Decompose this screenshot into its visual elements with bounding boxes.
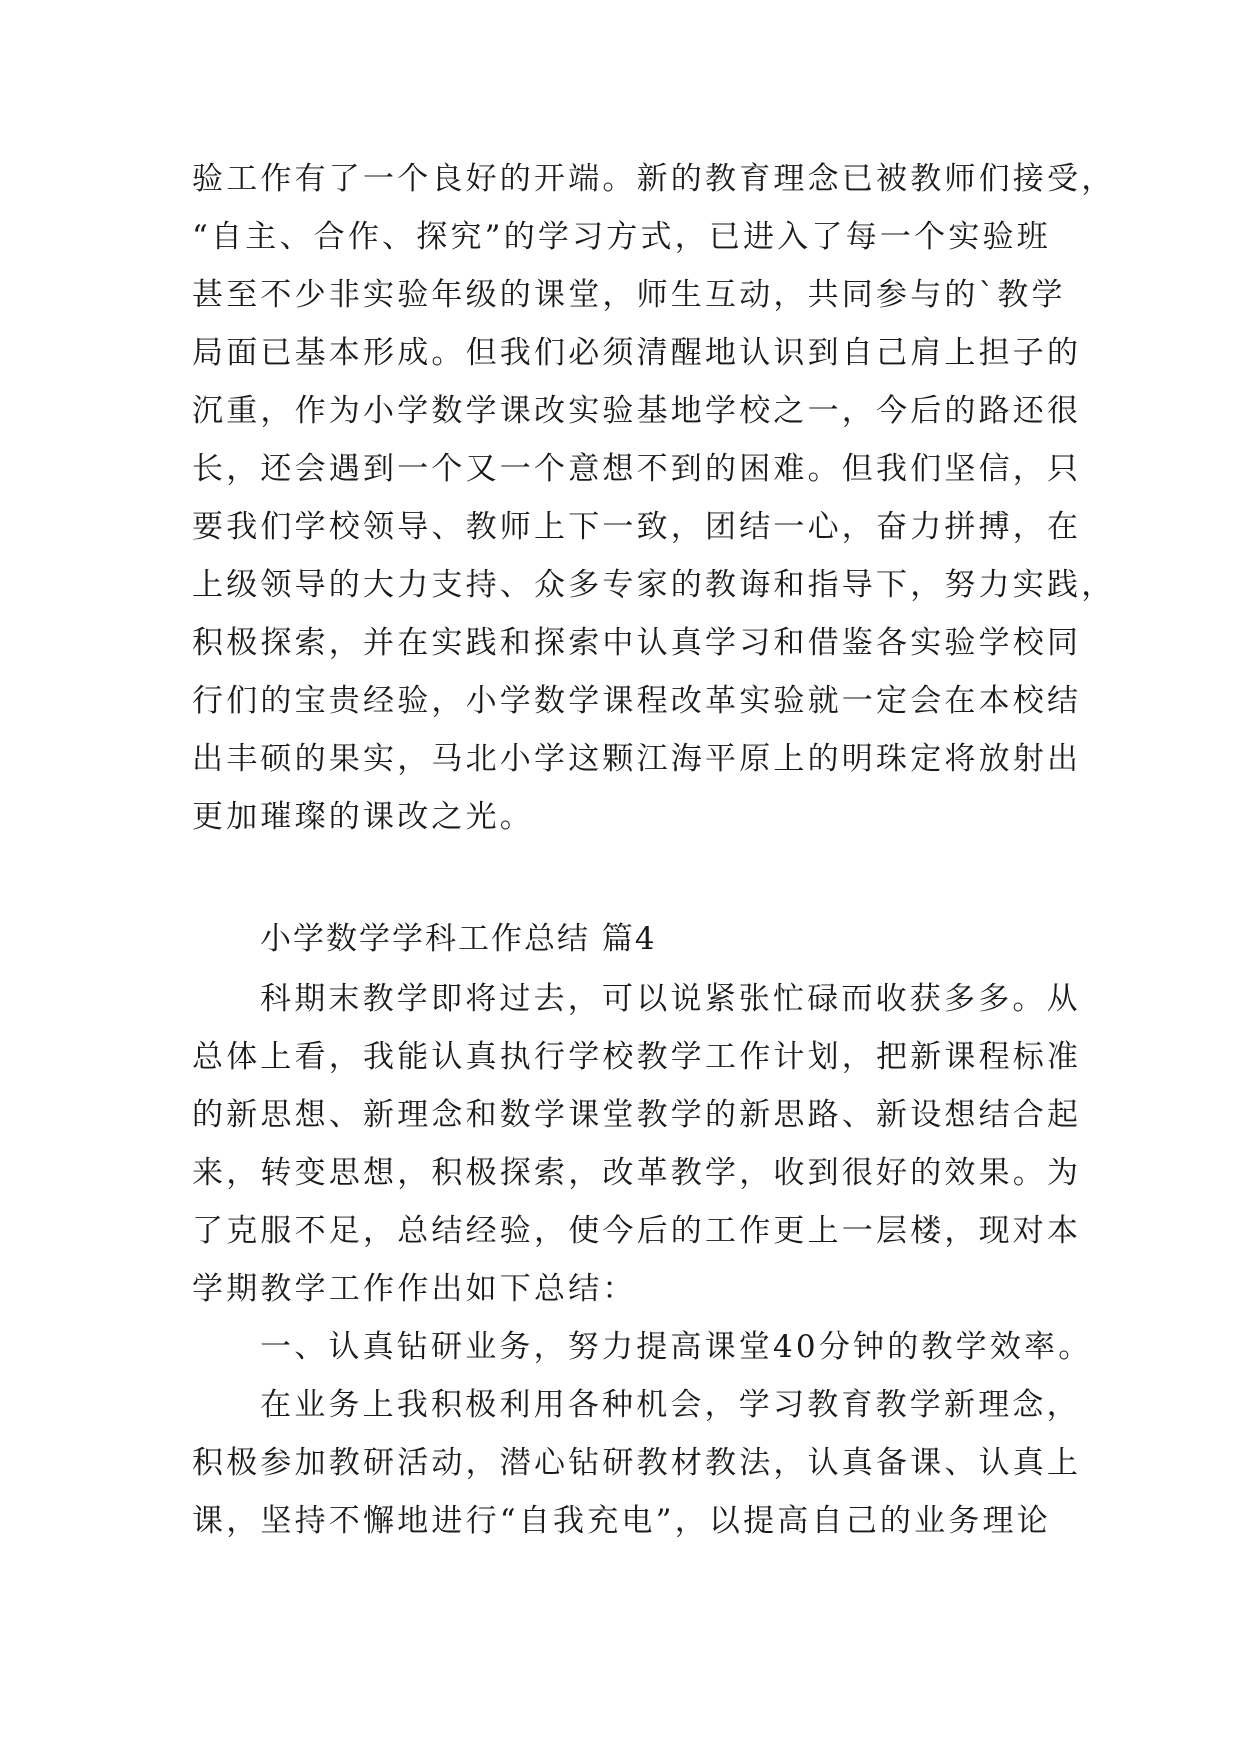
text-line: 长，还会遇到一个又一个意想不到的困难。但我们坚信，只 (192, 451, 1082, 487)
subsection-heading: 一、认真钻研业务，努力提高课堂40分钟的教学效率。 (260, 1329, 1093, 1365)
text-line: 积极探索，并在实践和探索中认真学习和借鉴各实验学校同 (192, 625, 1082, 661)
text-line: 总体上看，我能认真执行学校教学工作计划，把新课程标准 (192, 1039, 1082, 1075)
text-line: 验工作有了一个良好的开端。新的教育理念已被教师们接受， (192, 161, 1116, 197)
subsection-paragraph (192, 1376, 1082, 1550)
text-line: 了克服不足，总结经验，使今后的工作更上一层楼，现对本 (192, 1213, 1082, 1249)
text-line: 的新思想、新理念和数学课堂教学的新思路、新设想结合起 (192, 1097, 1082, 1133)
text-line: 在业务上我积极利用各种机会，学习教育教学新理念， (260, 1387, 1081, 1423)
text-line: 科期末教学即将过去，可以说紧张忙碌而收获多多。从 (260, 981, 1081, 1017)
text-line: 沉重，作为小学数学课改实验基地学校之一，今后的路还很 (192, 393, 1082, 429)
text-line: 来，转变思想，积极探索，改革教学，收到很好的效果。为 (192, 1155, 1082, 1191)
section-heading: 小学数学学科工作总结 篇4 (260, 921, 657, 957)
text-line: 上级领导的大力支持、众多专家的教诲和指导下，努力实践， (192, 567, 1116, 603)
text-line: 积极参加教研活动，潜心钻研教材教法，认真备课、认真上 (192, 1445, 1082, 1481)
text-line: 局面已基本形成。但我们必须清醒地认识到自己肩上担子的 (192, 335, 1082, 371)
continuation-paragraph (192, 150, 1116, 846)
text-line: 行们的宝贵经验，小学数学课程改革实验就一定会在本校结 (192, 683, 1082, 719)
text-line: 更加璀璨的课改之光。 (192, 799, 534, 835)
subsection-heading-block (192, 1318, 1093, 1376)
text-line: 甚至不少非实验年级的课堂，师生互动，共同参与的`教学 (192, 277, 1066, 313)
section-heading-block (192, 910, 1072, 968)
section-paragraph (192, 970, 1082, 1318)
text-line: 要我们学校领导、教师上下一致，团结一心，奋力拼搏，在 (192, 509, 1082, 545)
text-line: 学期教学工作作出如下总结： (192, 1271, 637, 1307)
text-line: 出丰硕的果实，马北小学这颗江海平原上的明珠定将放射出 (192, 741, 1082, 777)
text-line: “自主、合作、探究”的学习方式，已进入了每一个实验班 (192, 219, 1051, 255)
text-line: 课，坚持不懈地进行“自我充电”，以提高自己的业务理论 (192, 1503, 1051, 1539)
